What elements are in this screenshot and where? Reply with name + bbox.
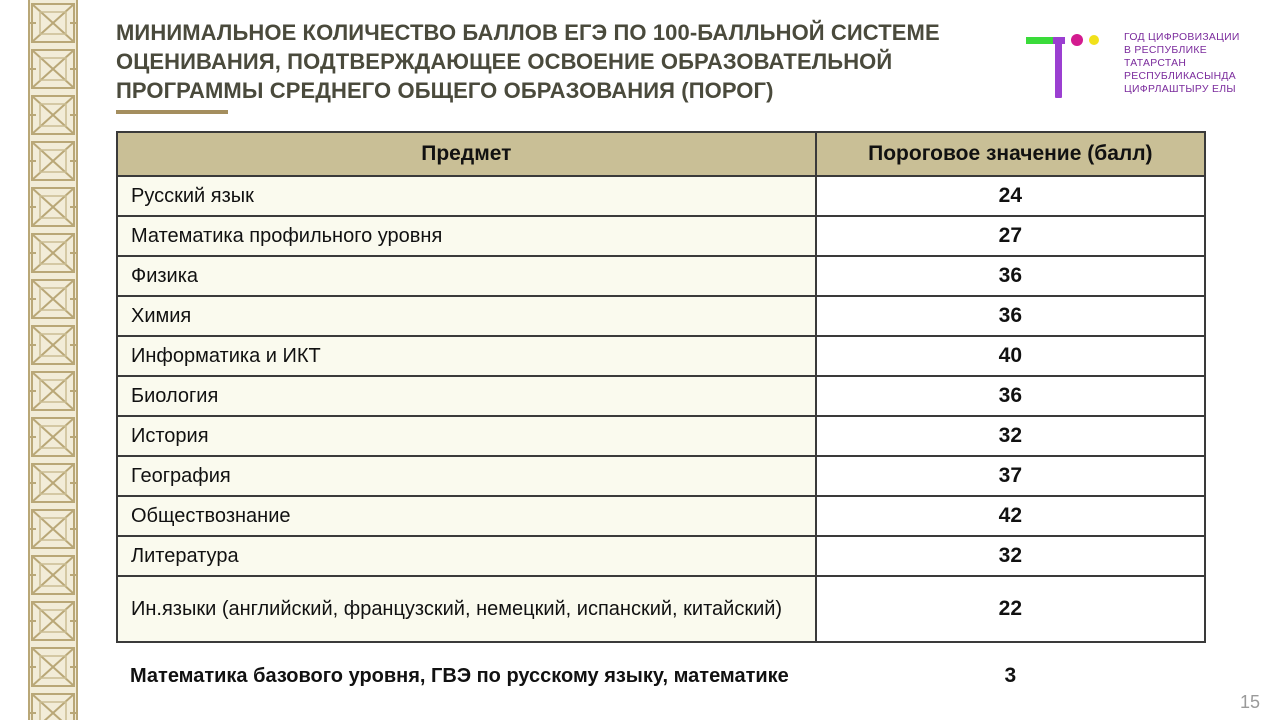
threshold-cell: 27 — [816, 216, 1205, 256]
table-row — [117, 536, 1205, 576]
logo-text — [1124, 31, 1264, 96]
title-line: МИНИМАЛЬНОЕ КОЛИЧЕСТВО БАЛЛОВ ЕГЭ ПО 100-БАЛЛЬНОЙ СИСТЕМЕ — [116, 20, 940, 45]
table-row — [117, 456, 1205, 496]
column-header-threshold: Пороговое значение (балл) — [816, 132, 1205, 176]
table-footer-row — [117, 642, 1205, 709]
subject-cell: Русский язык — [117, 176, 816, 216]
title-line: ОЦЕНИВАНИЯ, ПОДТВЕРЖДАЮЩЕЕ ОСВОЕНИЕ ОБРАЗОВАТЕЛЬНОЙ — [116, 49, 893, 74]
threshold-cell: 36 — [816, 256, 1205, 296]
subject-cell: Обществознание — [117, 496, 816, 536]
column-header-subject: Предмет — [117, 132, 816, 176]
threshold-cell: 42 — [816, 496, 1205, 536]
subject-cell: Биология — [117, 376, 816, 416]
threshold-cell: 24 — [816, 176, 1205, 216]
threshold-cell: 37 — [816, 456, 1205, 496]
logo-text-line: В РЕСПУБЛИКЕ — [1124, 45, 1207, 56]
slide-title — [116, 18, 1016, 105]
table-row — [117, 296, 1205, 336]
ornament-border — [28, 0, 78, 720]
title-line: ПРОГРАММЫ СРЕДНЕГО ОБЩЕГО ОБРАЗОВАНИЯ (ПОРОГ) — [116, 78, 774, 103]
threshold-cell: 36 — [816, 376, 1205, 416]
table-row — [117, 176, 1205, 216]
threshold-cell: 32 — [816, 416, 1205, 456]
threshold-cell: 40 — [816, 336, 1205, 376]
subject-cell: Литература — [117, 536, 816, 576]
table-row — [117, 336, 1205, 376]
table-row — [117, 496, 1205, 536]
subject-cell: География — [117, 456, 816, 496]
table-header-row — [117, 132, 1205, 176]
threshold-cell: 36 — [816, 296, 1205, 336]
logo-text-line: ГОД ЦИФРОВИЗАЦИИ — [1124, 32, 1240, 43]
threshold-cell: 32 — [816, 536, 1205, 576]
table-row — [117, 576, 1205, 642]
subject-cell: Математика профильного уровня — [117, 216, 816, 256]
subject-cell: Химия — [117, 296, 816, 336]
subject-cell: Физика — [117, 256, 816, 296]
digitalization-year-logo-icon — [1024, 30, 1104, 102]
logo-text-line: ЦИФРЛАШТЫРУ ЕЛЫ — [1124, 84, 1236, 95]
table-row — [117, 256, 1205, 296]
table-row — [117, 416, 1205, 456]
subject-cell: Информатика и ИКТ — [117, 336, 816, 376]
logo-text-line: ТАТАРСТАН — [1124, 58, 1187, 69]
subject-cell: Ин.языки (английский, французский, немецкий, испанский, китайский) — [117, 576, 816, 642]
subject-cell: История — [117, 416, 816, 456]
logo-text-line: РЕСПУБЛИКАСЫНДА — [1124, 71, 1236, 82]
footer-threshold-cell: 3 — [816, 642, 1205, 709]
threshold-cell: 22 — [816, 576, 1205, 642]
table-row — [117, 376, 1205, 416]
page-number: 15 — [1240, 692, 1261, 712]
footer-subject-cell: Математика базового уровня, ГВЭ по русскому языку, математике — [117, 642, 816, 709]
threshold-table — [116, 131, 1206, 709]
title-underline — [116, 110, 228, 114]
table-row — [117, 216, 1205, 256]
